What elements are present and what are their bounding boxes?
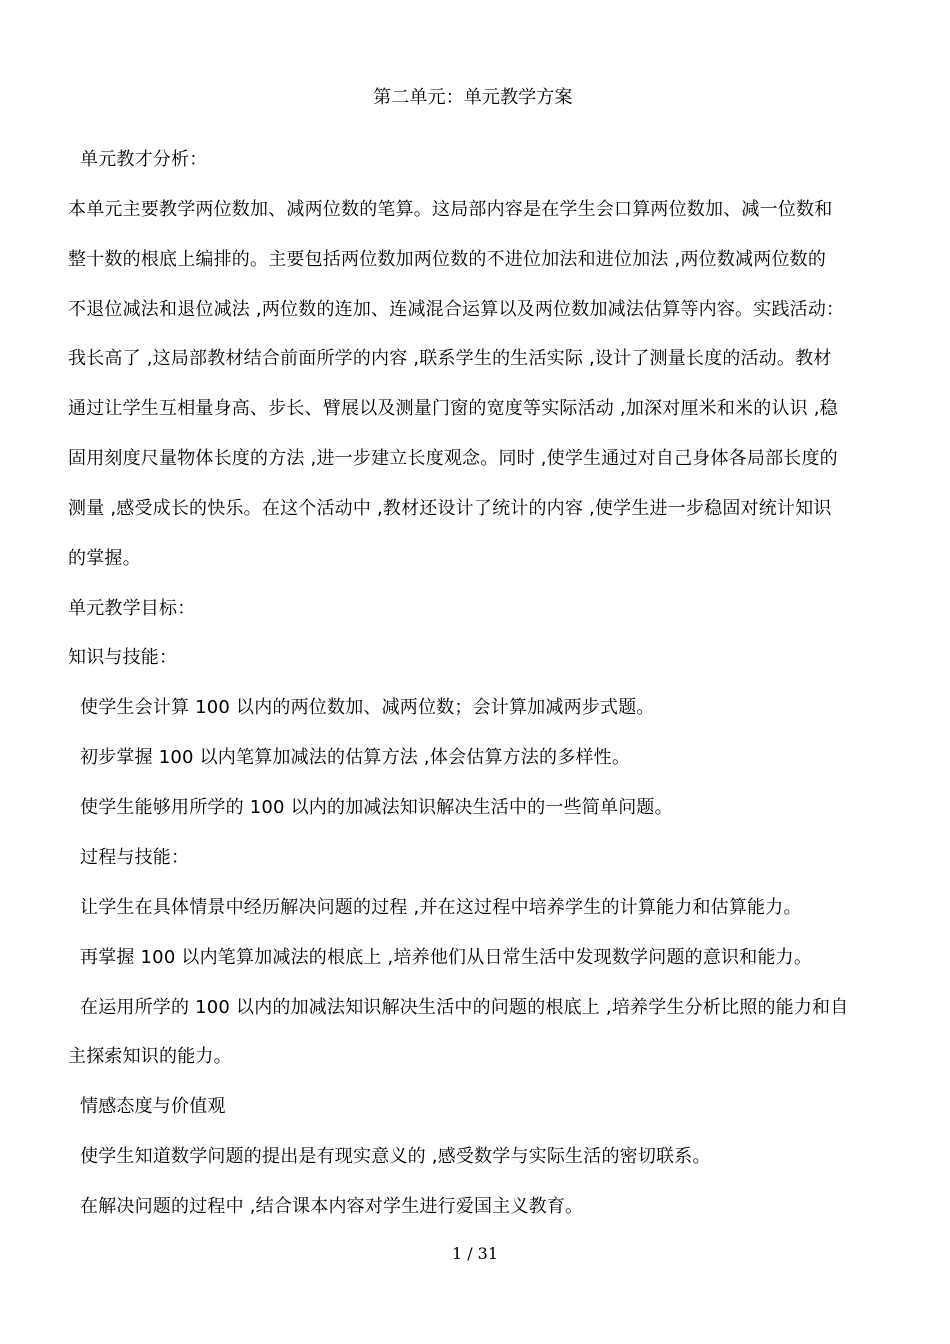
goal-item: 使学生能够用所学的 100 以内的加减法知识解决生活中的一些简单问题。	[80, 797, 673, 818]
document-title: 第二单元：单元教学方案	[373, 87, 573, 108]
subheading-attitude: 情感态度与价值观	[80, 1096, 226, 1117]
goal-item: 初步掌握 100 以内笔算加减法的估算方法 ,体会估算方法的多样性。	[80, 747, 631, 768]
section-heading-analysis: 单元教才分析：	[80, 149, 208, 170]
paragraph-line: 我长高了 ,这局部教材结合前面所学的内容 ,联系学生的生活实际 ,设计了测量长度的活动。教材	[68, 348, 832, 369]
paragraph-line: 测量 ,感受成长的快乐。在这个活动中 ,教材还设计了统计的内容 ,使学生进一步稳固对统计知识	[68, 498, 832, 519]
paragraph-line: 的掌握。	[68, 548, 141, 569]
goal-item-continuation: 主探索知识的能力。	[68, 1046, 232, 1067]
goal-item: 再掌握 100 以内笔算加减法的根底上 ,培养他们从日常生活中发现数学问题的意识和能力。	[80, 947, 813, 968]
goal-item: 使学生知道数学问题的提出是有现实意义的 ,感受数学与实际生活的密切联系。	[80, 1146, 711, 1167]
goal-item: 让学生在具体情景中经历解决问题的过程 ,并在这过程中培养学生的计算能力和估算能力。	[80, 897, 802, 918]
goal-item: 使学生会计算 100 以内的两位数加、减两位数；会计算加减两步式题。	[80, 697, 655, 718]
paragraph-line: 本单元主要教学两位数加、减两位数的笔算。这局部内容是在学生会口算两位数加、减一位数和	[68, 199, 833, 220]
paragraph-line: 整十数的根底上编排的。主要包括两位数加两位数的不进位加法和进位加法 ,两位数减两位数的	[68, 249, 827, 270]
paragraph-line: 固用刻度尺量物体长度的方法 ,进一步建立长度观念。同时 ,使学生通过对自己身体各局部长度的	[68, 448, 838, 469]
paragraph-line: 通过让学生互相量身高、步长、臂展以及测量门窗的宽度等实际活动 ,加深对厘米和米的认识 ,稳	[68, 398, 838, 419]
page-number: 1 / 31	[451, 1244, 499, 1263]
paragraph-line: 不退位减法和退位减法 ,两位数的连加、连减混合运算以及两位数加减法估算等内容。实践活动：	[68, 299, 845, 320]
goal-item: 在运用所学的 100 以内的加减法知识解决生活中的问题的根底上 ,培养学生分析比照的能力和自	[80, 997, 849, 1018]
goal-item: 在解决问题的过程中 ,结合课本内容对学生进行爱国主义教育。	[80, 1196, 584, 1217]
subheading-process: 过程与技能：	[80, 847, 190, 868]
section-heading-goals: 单元教学目标：	[68, 598, 196, 619]
subheading-knowledge: 知识与技能：	[68, 647, 178, 668]
